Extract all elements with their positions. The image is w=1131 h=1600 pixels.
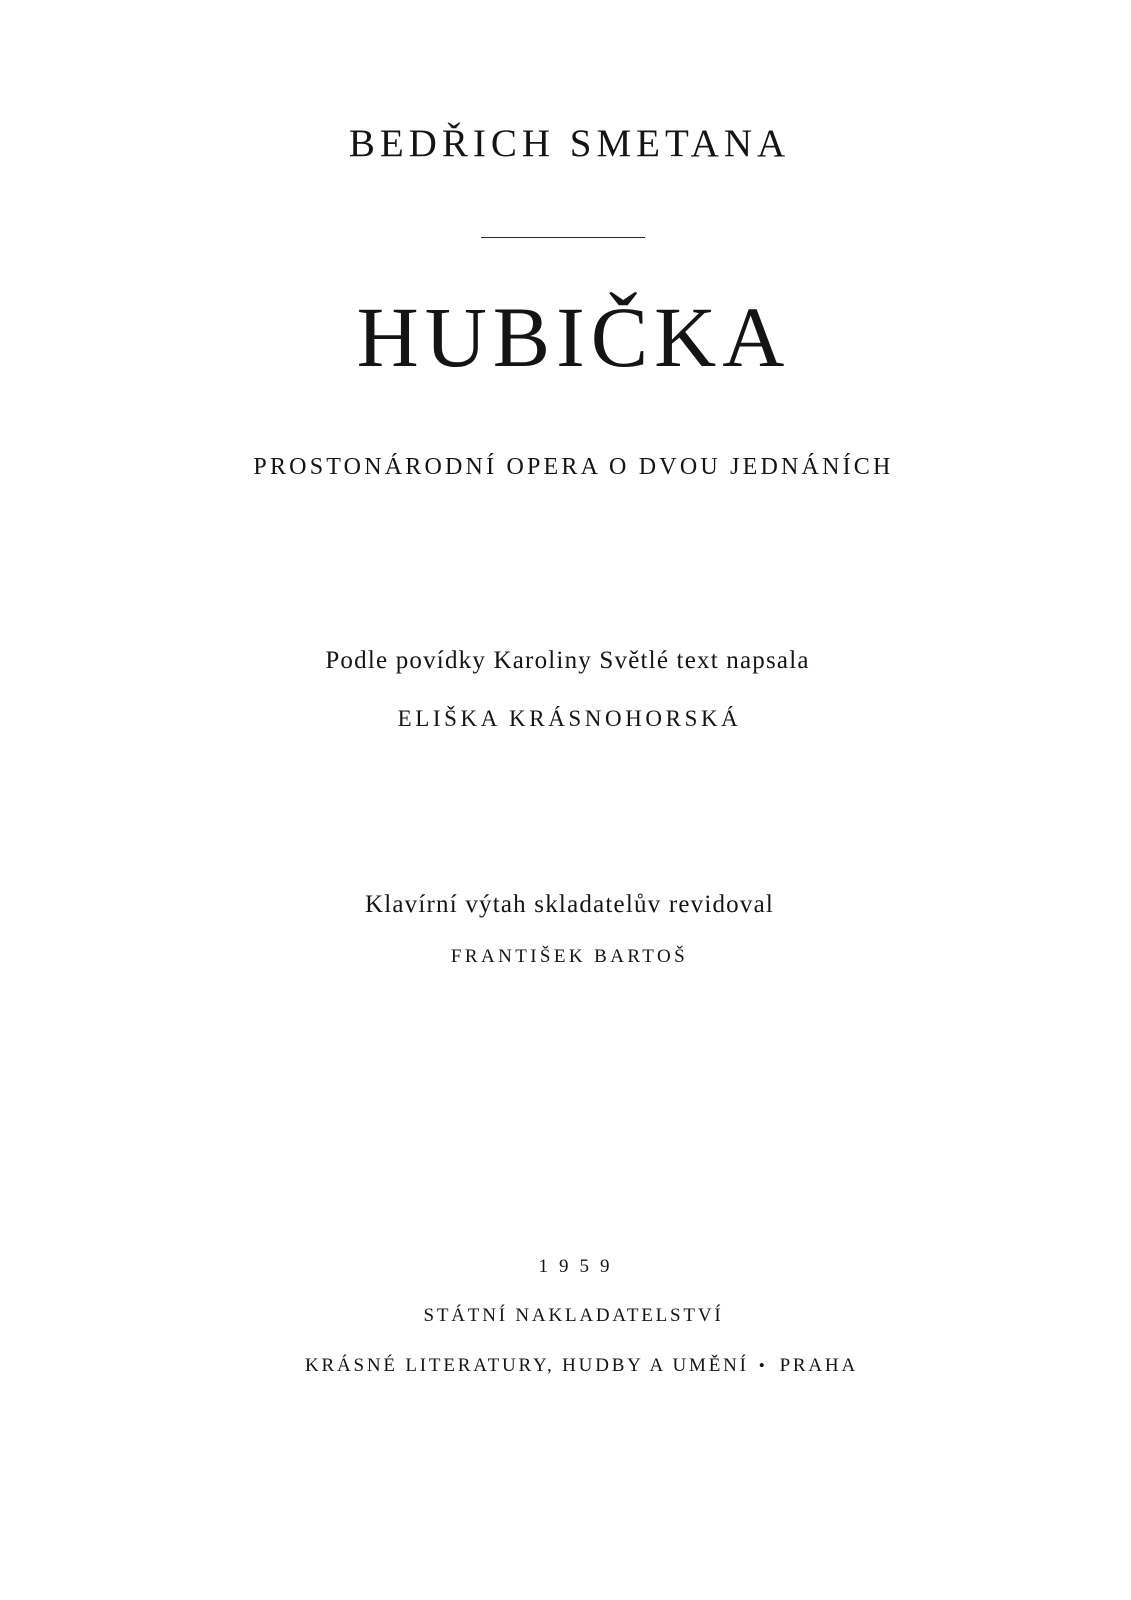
opera-subtitle: PROSTONÁRODNÍ OPERA O DVOU JEDNÁNÍCH — [253, 454, 894, 480]
opera-title: HUBIČKA — [356, 289, 791, 385]
publisher-line-2 — [0, 1356, 1131, 1375]
composer-name: BEDŘICH SMETANA — [348, 122, 791, 165]
publisher-name-part: KRÁSNÉ LITERATURY, HUDBY A UMĚNÍ — [305, 1355, 749, 1376]
libretto-note: Podle povídky Karoliny Světlé text napsala — [325, 647, 810, 674]
publication-city: PRAHA — [779, 1355, 858, 1376]
piano-reduction-note: Klavírní výtah skladatelův revidoval — [364, 891, 775, 918]
publication-year: 1959 — [538, 1256, 621, 1277]
librettist-name: ELIŠKA KRÁSNOHORSKÁ — [397, 706, 742, 731]
publisher-line-1: STÁTNÍ NAKLADATELSTVÍ — [423, 1305, 724, 1326]
reviser-name: FRANTIŠEK BARTOŠ — [450, 946, 689, 967]
separator-dot: • — [758, 1356, 768, 1375]
decorative-rule — [481, 237, 645, 238]
